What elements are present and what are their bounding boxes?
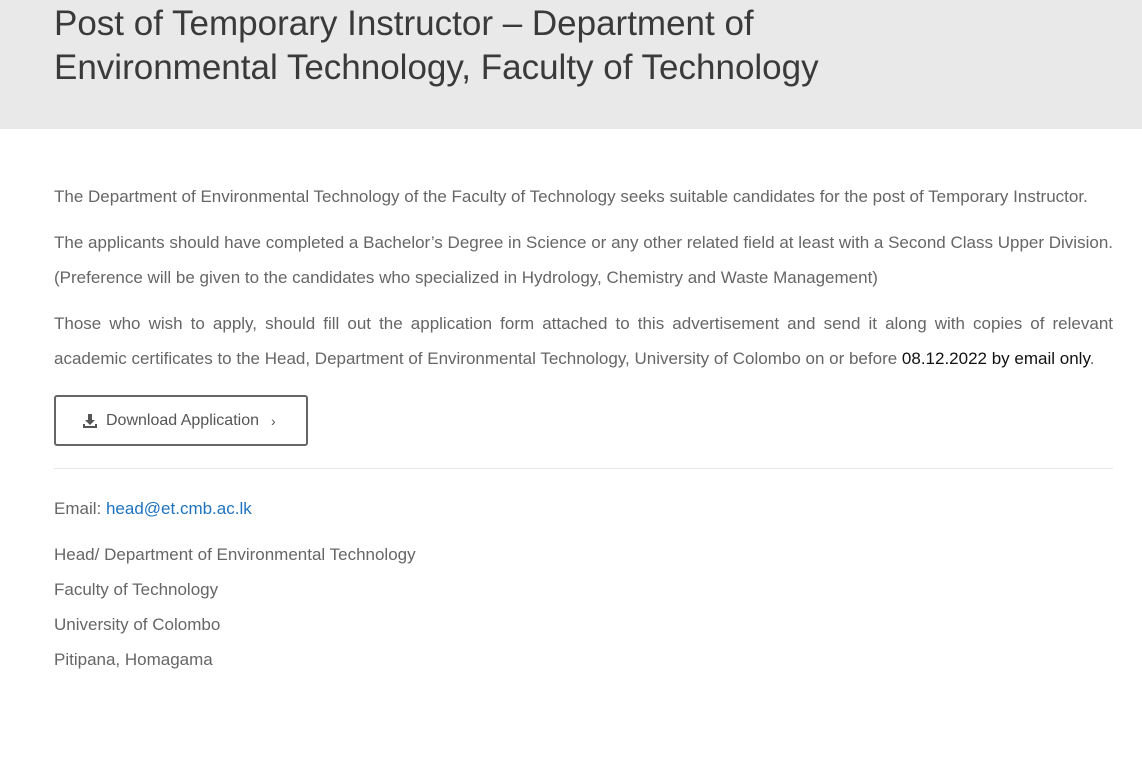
chevron-right-icon: ›	[271, 412, 276, 429]
address-line: Faculty of Technology	[54, 580, 219, 599]
article-content	[54, 179, 1113, 677]
download-icon	[82, 413, 98, 429]
requirements-paragraph: The applicants should have completed a Bachelor’s Degree in Science or any other related field at least with a Second Class Upper Division. (Preference will be given to the candidates who specialized in Hydrology, Chemistry and Waste Management)	[54, 233, 1113, 287]
download-button-label: Download Application	[106, 411, 259, 429]
page-header	[0, 0, 1142, 129]
email-label: Email:	[54, 499, 106, 518]
download-application-button[interactable]	[54, 395, 308, 446]
divider	[54, 468, 1113, 469]
application-text-end: .	[1089, 349, 1095, 368]
deadline-text: 08.12.2022 by email only	[901, 349, 1090, 368]
application-paragraph	[54, 306, 1113, 376]
contact-address	[54, 537, 1113, 677]
page-title	[54, 2, 954, 90]
address-line: University of Colombo	[54, 615, 221, 634]
application-text: Those who wish to apply, should fill out the application form attached to this advertisement and send it along with copies of relevant academic certificates to the Head, Department of Environmental Technology, University of Colombo on or before	[54, 314, 1113, 368]
page-title-line1: Post of Temporary Instructor – Department of	[54, 4, 754, 43]
page-title-line2: Environmental Technology, Faculty of Technology	[54, 48, 819, 87]
intro-paragraph: The Department of Environmental Technology of the Faculty of Technology seeks suitable candidates for the post of Temporary Instructor.	[54, 187, 1088, 206]
email-link[interactable]: head@et.cmb.ac.lk	[105, 499, 252, 518]
address-line: Pitipana, Homagama	[54, 650, 213, 669]
address-line: Head/ Department of Environmental Technology	[54, 545, 416, 564]
contact-email	[54, 491, 1113, 526]
